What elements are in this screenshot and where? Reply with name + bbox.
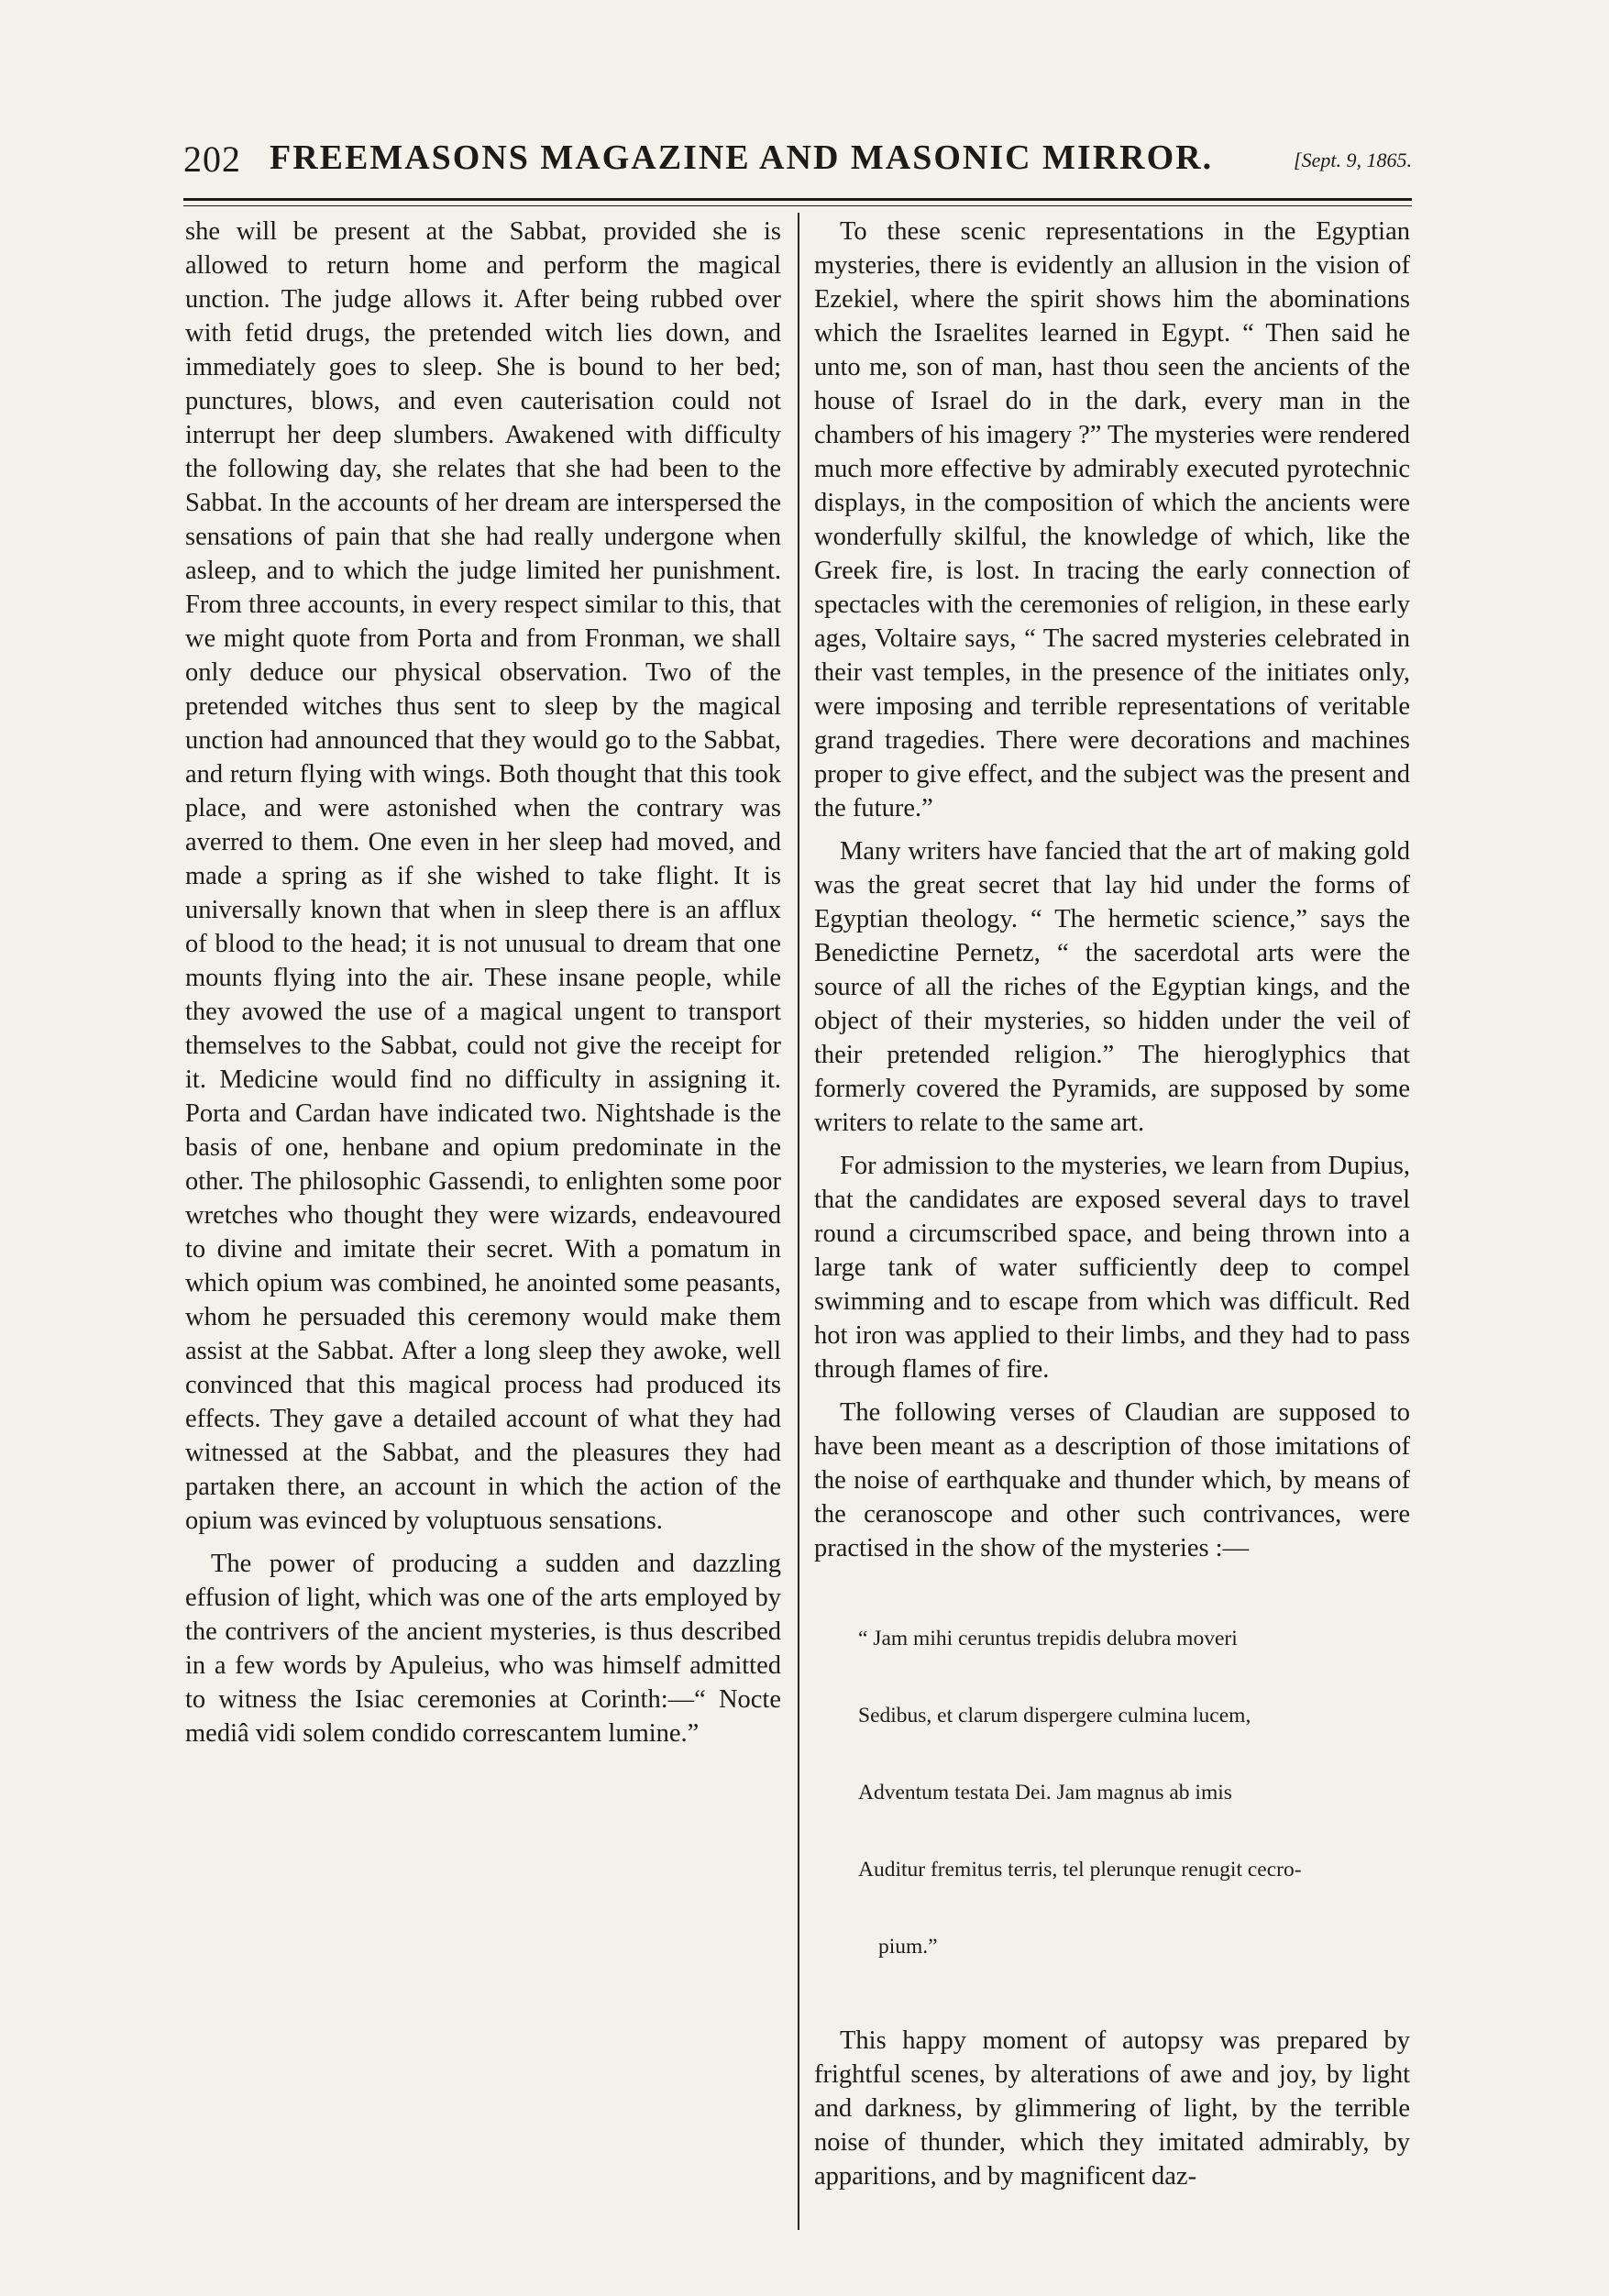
- page-number: 202: [183, 138, 241, 180]
- verse-line-3: Adventum testata Dei. Jam magnus ab imis: [858, 1781, 1232, 1805]
- verse-line-4: Auditur fremitus terris, tel plerunque renugit cecro-: [858, 1858, 1302, 1882]
- claudian-verse: [858, 1574, 1410, 2011]
- right-paragraph-2: Many writers have fancied that the art of making gold was the great secret that lay hid under the forms of Egyptian theology. “ The hermetic science,” says the Benedictine Pernetz, “ the sacerdotal arts were the source of all the riches of the Egyptian kings, and the object of their mysteries, so hidden under the veil of their pretended religion.” The hieroglyphics that formerly covered the Pyramids, are supposed by some writers to relate to the same art.: [814, 837, 1410, 1137]
- verse-line-5: pium.”: [878, 1935, 938, 1959]
- right-column: [814, 215, 1410, 2193]
- column-divider: [798, 213, 799, 2230]
- left-paragraph-2: The power of producing a sudden and dazzling effusion of light, which was one of the arts employed by the contrivers of the ancient mysteries, is thus described in a few words by Apuleius, who was himself admitted to witness the Isiac ceremonies at Corinth:—“ Nocte mediâ vidi solem condido correscantem lumine.”: [185, 1550, 781, 1748]
- header-rule-thin: [183, 205, 1412, 206]
- header-rule: [183, 198, 1412, 201]
- issue-date: [Sept. 9, 1865.: [1294, 149, 1412, 171]
- left-paragraph-1: she will be present at the Sabbat, provided she is allowed to return home and perform the magical unction. The judge allows it. After being rubbed over with fetid drugs, the pretended witch lies down, and immediately goes to sleep. She is bound to her bed; punctures, blows, and even cauterisation could not interrupt her deep slumbers. Awakened with difficulty the following day, she relates that she had been to the Sabbat. In the accounts of her dream are interspersed the sensations of pain that she had really undergone when asleep, and to which the judge limited her punishment. From three accounts, in every respect similar to this, that we might quote from Porta and from Fronman, we shall only deduce our physical observation. Two of the pretended witches thus sent to sleep by the magical unction had announced that they would go to the Sabbat, and return flying with wings. Both thought that this took place, and were astonished when the contrary was averred to them. One even in her sleep had moved, and made a spring as if she wished to take flight. It is universally known that when in sleep there is an afflux of blood to the head; it is not unusual to dream that one mounts flying into the air. These insane people, while they avowed the use of a magical ungent to transport themselves to the Sabbat, could not give the receipt for it. Medicine would find no difficulty in assigning it. Porta and Cardan have indicated two. Nightshade is the basis of one, henbane and opium predominate in the other. The philosophic Gassendi, to enlighten some poor wretches who thought they were wizards, endeavoured to divine and imitate their secret. With a pomatum in which opium was combined, he anointed some peasants, whom he persuaded this ceremony would make them assist at the Sabbat. After a long sleep they awoke, well convinced that this magical process had produced its effects. They gave a detailed account of what they had witnessed at the Sabbat, and the pleasures they had partaken there, an account in which the action of the opium was evinced by voluptuous sensations.: [185, 217, 781, 1535]
- right-paragraph-4: The following verses of Claudian are supposed to have been meant as a description of those imitations of the noise of earthquake and thunder which, by means of the ceranoscope and other such contrivances, were practised in the show of the mysteries :—: [814, 1398, 1410, 1562]
- right-paragraph-3: For admission to the mysteries, we learn from Dupius, that the candidates are exposed several days to travel round a circumscribed space, and being thrown into a large tank of water sufficiently deep to compel swimming and to escape from which was difficult. Red hot iron was applied to their limbs, and they had to pass through flames of fire.: [814, 1152, 1410, 1384]
- masthead-title: FREEMASONS MAGAZINE AND MASONIC MIRROR.: [270, 138, 1214, 177]
- running-header: [183, 136, 1412, 187]
- verse-line-1: “ Jam mihi ceruntus trepidis delubra moveri: [858, 1627, 1238, 1650]
- left-column: [185, 215, 781, 1750]
- verse-line-2: Sedibus, et clarum dispergere culmina lucem,: [858, 1704, 1251, 1728]
- right-paragraph-5: This happy moment of autopsy was prepared by frightful scenes, by alterations of awe and joy, by light and darkness, by glimmering of light, by the terrible noise of thunder, which they imitated admirably, by apparitions, and by magnificent daz-: [814, 2026, 1410, 2191]
- right-paragraph-1: To these scenic representations in the Egyptian mysteries, there is evidently an allusion in the vision of Ezekiel, where the spirit shows him the abominations which the Israelites learned in Egypt. “ Then said he unto me, son of man, hast thou seen the ancients of the house of Israel do in the dark, every man in the chambers of his imagery ?” The mysteries were rendered much more effective by admirably executed pyrotechnic displays, in the composition of which the ancients were wonderfully skilful, the knowledge of which, like the Greek fire, is lost. In tracing the early connection of spectacles with the ceremonies of religion, in these early ages, Voltaire says, “ The sacred mysteries celebrated in their vast temples, in the presence of the initiates only, were imposing and terrible representations of veritable grand tragedies. There were decorations and machines proper to give effect, and the subject was the present and the future.”: [814, 217, 1410, 822]
